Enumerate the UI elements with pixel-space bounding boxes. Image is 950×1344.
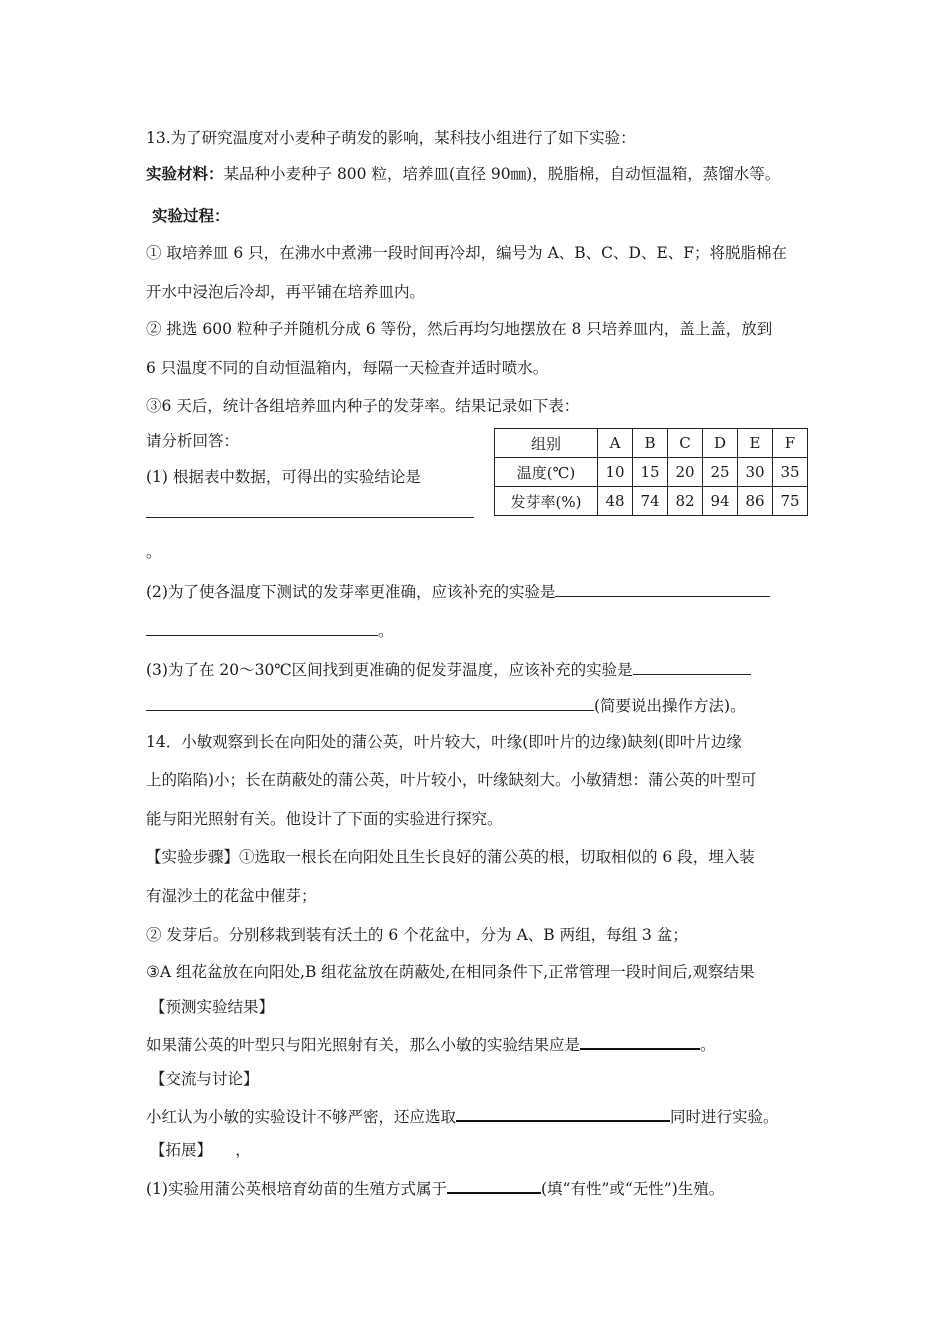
q13-step2a: ② 挑选 600 粒种子并随机分成 6 等份，然后再均匀地摆放在 8 只培养皿内，盖上盖，放到	[146, 320, 773, 338]
answer-blank[interactable]	[633, 659, 751, 675]
q14-step2: ② 发芽后。分别移栽到装有沃土的 6 个花盆中，分为 A、B 两组，每组 3 盆；	[146, 926, 688, 944]
materials-text: 某品种小麦种子 800 粒，培养皿(直径 90㎜)，脱脂棉，自动恒温箱，蒸馏水等。	[223, 165, 781, 183]
table-row	[495, 429, 808, 458]
q14-p1b: 上的陷陷)小；长在荫蔽处的蒲公英，叶片较小，叶缘缺刻大。小敏猜想：蒲公英的叶型可	[146, 771, 757, 789]
table-cell: B	[633, 429, 668, 458]
q13-sub1-answer-line[interactable]	[146, 502, 474, 523]
table-cell: 20	[668, 458, 703, 487]
results-table	[494, 428, 808, 516]
q13-materials	[146, 164, 780, 184]
q13-title: 13.为了研究温度对小麦种子萌发的影响，某科技小组进行了如下实验：	[146, 129, 636, 147]
table-cell: 30	[738, 458, 773, 487]
analysis-heading: 请分析回答：	[146, 432, 240, 450]
q13-step3: ③6 天后，统计各组培养皿内种子的发芽率。结果记录如下表：	[146, 397, 580, 415]
q13-sub3	[146, 659, 751, 680]
q13-sub1: (1) 根据表中数据，可得出的实验结论是	[146, 468, 421, 486]
sub2-end: 。	[378, 622, 394, 640]
q14-steps-a: 【实验步骤】①选取一根长在向阳处且生长良好的蒲公英的根，切取相似的 6 段，埋入装	[146, 848, 755, 866]
table-cell: C	[668, 429, 703, 458]
q14-p1a: 14．小敏观察到长在向阳处的蒲公英，叶片较大，叶缘(即叶片的边缘)缺刻(即叶片边缘	[146, 733, 742, 751]
sub2-text: (2)为了使各温度下测试的发芽率更准确，应该补充的实验是	[146, 583, 556, 601]
answer-blank[interactable]	[447, 1177, 541, 1194]
table-cell: 74	[633, 487, 668, 516]
table-cell: 86	[738, 487, 773, 516]
table-cell: 75	[773, 487, 808, 516]
q14-predict	[146, 1033, 716, 1055]
table-header-cell: 发芽率(%)	[495, 487, 598, 516]
table-cell: 15	[633, 458, 668, 487]
q13-step1b: 开水中浸泡后冷却，再平铺在培养皿内。	[146, 283, 426, 301]
extend-end: (填“有性”或“无性”)生殖。	[540, 1180, 725, 1198]
q14-extend	[146, 1177, 724, 1199]
table-cell: 48	[598, 487, 633, 516]
table-cell: 10	[598, 458, 633, 487]
table-cell: 82	[668, 487, 703, 516]
answer-blank[interactable]	[146, 502, 474, 518]
table-cell: A	[598, 429, 633, 458]
process-label: 实验过程：	[152, 207, 230, 225]
discuss-text: 小红认为小敏的实验设计不够严密，还应选取	[146, 1108, 457, 1126]
discuss-heading: 【交流与讨论】	[150, 1070, 259, 1088]
discuss-end: 同时进行实验。	[670, 1108, 779, 1126]
answer-blank[interactable]	[456, 1105, 670, 1122]
table-row	[495, 487, 808, 516]
q13-step2b: 6 只温度不同的自动恒温箱内，每隔一天检查并适时喷水。	[146, 359, 549, 377]
table-cell: 94	[703, 487, 738, 516]
sub3-end: (简要说出操作方法)。	[594, 697, 746, 715]
q14-discuss	[146, 1105, 779, 1127]
predict-end: 。	[700, 1036, 716, 1054]
q13-step1a: ① 取培养皿 6 只，在沸水中煮沸一段时间再冷却，编号为 A、B、C、D、E、F；将脱脂棉在	[146, 244, 788, 262]
table-header-cell: 组别	[495, 429, 598, 458]
table-header-cell: 温度(℃)	[495, 458, 598, 487]
q13-sub1-end: 。	[146, 543, 162, 561]
answer-blank[interactable]	[555, 581, 770, 597]
table-cell: 35	[773, 458, 808, 487]
q13-sub3-line2	[146, 695, 746, 716]
extend-heading: 【拓展】 ，	[150, 1141, 251, 1159]
table-cell: 25	[703, 458, 738, 487]
answer-blank[interactable]	[146, 620, 378, 636]
q14-step3: ③A 组花盆放在向阳处,B 组花盆放在荫蔽处,在相同条件下,正常管理一段时间后,观察结果	[146, 963, 755, 981]
q13-sub2	[146, 581, 770, 602]
predict-heading: 【预测实验结果】	[150, 998, 275, 1016]
predict-text: 如果蒲公英的叶型只与阳光照射有关，那么小敏的实验结果应是	[146, 1036, 581, 1054]
extend-text: (1)实验用蒲公英根培育幼苗的生殖方式属于	[146, 1180, 447, 1198]
answer-blank[interactable]	[580, 1033, 700, 1050]
table-row	[495, 458, 808, 487]
sub3-text: (3)为了在 20～30℃区间找到更准确的促发芽温度，应该补充的实验是	[146, 661, 633, 679]
q13-sub2-line2	[146, 620, 394, 641]
q14-p1c: 能与阳光照射有关。他设计了下面的实验进行探究。	[146, 810, 503, 828]
materials-label: 实验材料：	[146, 165, 224, 183]
q14-steps-b: 有湿沙土的花盆中催芽；	[146, 887, 317, 905]
table-cell: E	[738, 429, 773, 458]
table-cell: F	[773, 429, 808, 458]
table-cell: D	[703, 429, 738, 458]
answer-blank[interactable]	[146, 695, 594, 711]
